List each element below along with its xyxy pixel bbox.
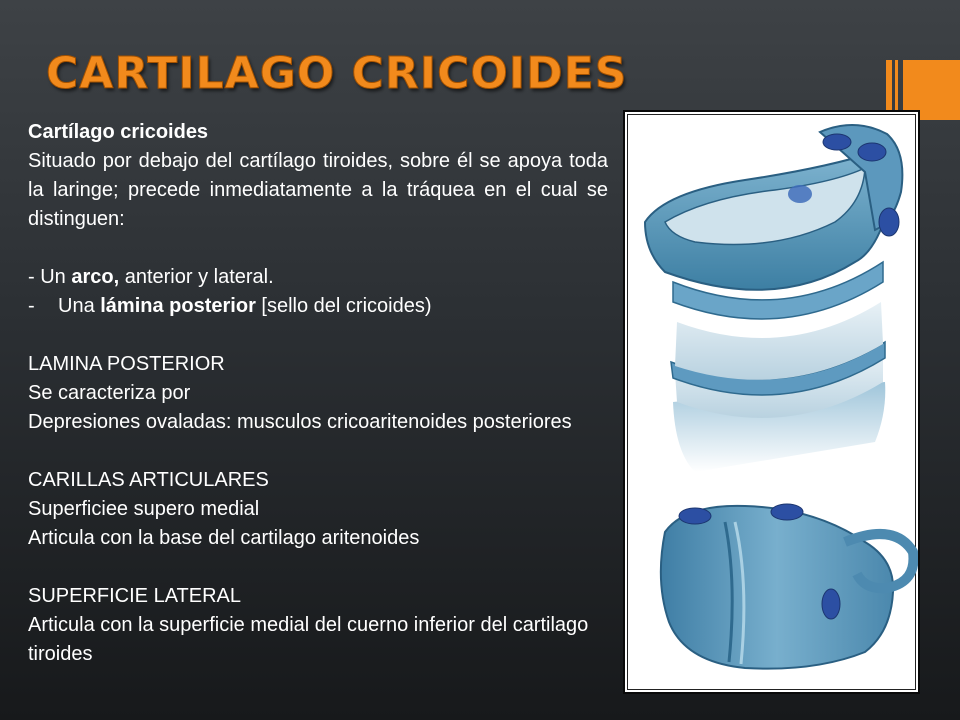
section-text: Depresiones ovaladas: musculos cricoaritenoides posteriores xyxy=(28,411,572,433)
section-heading: SUPERFICIE LATERAL xyxy=(28,585,242,607)
accent-bar xyxy=(886,60,892,112)
section-text: Articula con la superficie medial del cuerno inferior del cartilago tiroides xyxy=(28,614,589,665)
slide-body-text xyxy=(28,118,608,669)
section-text: Articula con la base del cartilago aritenoides xyxy=(28,527,420,549)
cricoid-illustration xyxy=(623,110,920,694)
section-text: Se caracteriza por xyxy=(28,382,191,404)
list-item-lamina: - Una lámina posterior [sello del cricoides) xyxy=(28,295,432,317)
intro-paragraph: Situado por debajo del cartílago tiroides, sobre él se apoya toda la laringe; precede inmediatamente a la tráquea en el cual se distinguen: xyxy=(28,150,608,230)
cricoid-with-trachea xyxy=(645,125,902,472)
cricoid-posterior-view xyxy=(661,504,914,669)
section-heading: LAMINA POSTERIOR xyxy=(28,353,225,375)
body-heading: Cartílago cricoides xyxy=(28,121,209,143)
section-heading: CARILLAS ARTICULARES xyxy=(28,469,269,491)
list-item-arco: - Un arco, anterior y lateral. xyxy=(28,266,274,288)
section-text: Superficiee supero medial xyxy=(28,498,260,520)
accent-bar xyxy=(895,60,898,112)
slide-title: CARTILAGO CRICOIDES xyxy=(46,48,628,99)
